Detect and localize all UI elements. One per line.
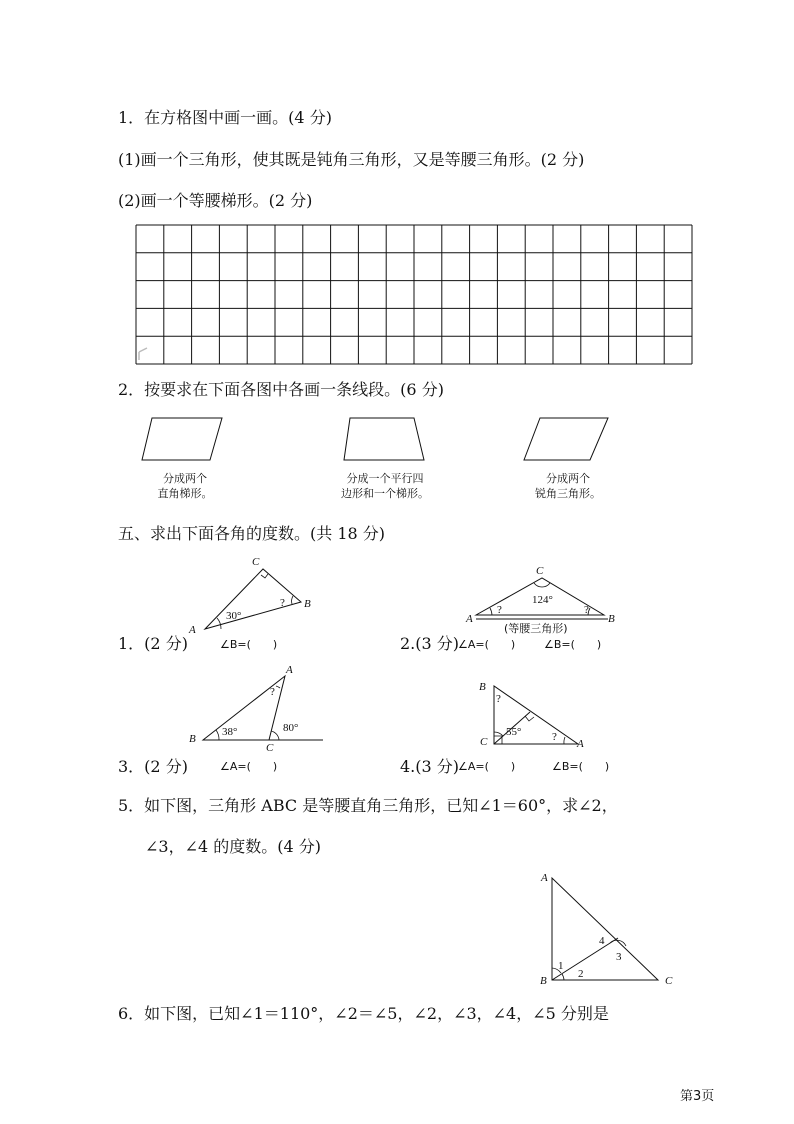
q1-title: 1．在方格图中画一画。(4 分) xyxy=(118,108,332,127)
q1-sub1: (1)画一个三角形，使其既是钝角三角形，又是等腰三角形。(2 分) xyxy=(118,150,585,169)
q5-angle-3: 3 xyxy=(616,951,622,963)
p1-answer[interactable]: ∠B=( ) xyxy=(220,638,278,651)
p3-angle-38: 38° xyxy=(222,726,238,738)
p1-label-a: A xyxy=(189,624,196,636)
q5-angle-4: 4 xyxy=(599,935,605,947)
q2-caption-3a: 分成两个 xyxy=(546,472,590,485)
q5-label-a: A xyxy=(541,872,548,884)
p4-angle: 55° xyxy=(506,726,522,738)
p3-label-a: A xyxy=(286,664,293,676)
q5-line2: ∠3，∠4 的度数。(4 分) xyxy=(145,837,322,856)
p4-label-a: A xyxy=(577,738,584,750)
p2-angle: 124° xyxy=(532,594,553,606)
triangle-1 xyxy=(195,552,325,636)
p2-score: 2.(3 分) xyxy=(400,634,460,653)
p3-label-c: C xyxy=(266,742,274,754)
p4-question-1: ? xyxy=(496,693,501,705)
q1-sub2: (2)画一个等腰梯形。(2 分) xyxy=(118,191,313,210)
page-number: 第3页 xyxy=(680,1089,715,1104)
trapezoid-figure[interactable] xyxy=(340,412,430,464)
q2-caption-3b: 锐角三角形。 xyxy=(535,487,601,500)
p2-label-c: C xyxy=(536,565,544,577)
section5-title: 五、求出下面各角的度数。(共 18 分) xyxy=(118,524,386,543)
q2-title: 2．按要求在下面各图中各画一条线段。(6 分) xyxy=(118,380,444,399)
p2-question-2: ? xyxy=(584,604,589,616)
q2-caption-1a: 分成两个 xyxy=(163,472,207,485)
q6-line1: 6．如下图，已知∠1＝110°，∠2＝∠5，∠2，∠3，∠4，∠5 分别是 xyxy=(118,1004,609,1023)
q5-label-b: B xyxy=(540,975,547,987)
triangle-3 xyxy=(195,666,325,744)
p4-question-2: ? xyxy=(552,731,557,743)
p2-label-b: B xyxy=(608,613,615,625)
p3-label-b: B xyxy=(189,733,196,745)
p4-label-b: B xyxy=(479,681,486,693)
p2-question-1: ? xyxy=(497,604,502,616)
p1-label-c: C xyxy=(252,556,260,568)
q2-caption-2a: 分成一个平行四 xyxy=(346,472,424,485)
q5-line1: 5．如下图，三角形 ABC 是等腰直角三角形，已知∠1＝60°，求∠2， xyxy=(118,796,618,815)
p2-note: (等腰三角形) xyxy=(504,622,568,635)
q2-caption-2b: 边形和一个梯形。 xyxy=(341,487,429,500)
q5-angle-2: 2 xyxy=(578,968,584,980)
p4-answer-a[interactable]: ∠A=( ) xyxy=(458,760,516,773)
q2-caption-1b: 直角梯形。 xyxy=(157,487,213,500)
p4-answer-b[interactable]: ∠B=( ) xyxy=(552,760,610,773)
p2-answer-b[interactable]: ∠B=( ) xyxy=(544,638,602,651)
parallelogram-figure[interactable] xyxy=(140,412,230,464)
p3-angle-80: 80° xyxy=(283,722,299,734)
p3-score: 3．(2 分) xyxy=(118,757,188,776)
triangle-4 xyxy=(484,680,584,750)
q5-angle-1: 1 xyxy=(558,960,564,972)
rhombus-figure[interactable] xyxy=(522,412,614,464)
p1-label-b: B xyxy=(304,598,311,610)
p1-question: ? xyxy=(280,597,285,609)
p1-score: 1．(2 分) xyxy=(118,634,188,653)
p4-label-c: C xyxy=(480,736,488,748)
p2-label-a: A xyxy=(466,613,473,625)
square-grid[interactable] xyxy=(135,224,695,366)
p3-question: ? xyxy=(270,686,275,698)
p2-answer-a[interactable]: ∠A=( ) xyxy=(458,638,516,651)
p4-score: 4.(3 分) xyxy=(400,757,460,776)
p1-angle: 30° xyxy=(226,610,242,622)
p3-answer[interactable]: ∠A=( ) xyxy=(220,760,278,773)
q5-label-c: C xyxy=(665,975,673,987)
